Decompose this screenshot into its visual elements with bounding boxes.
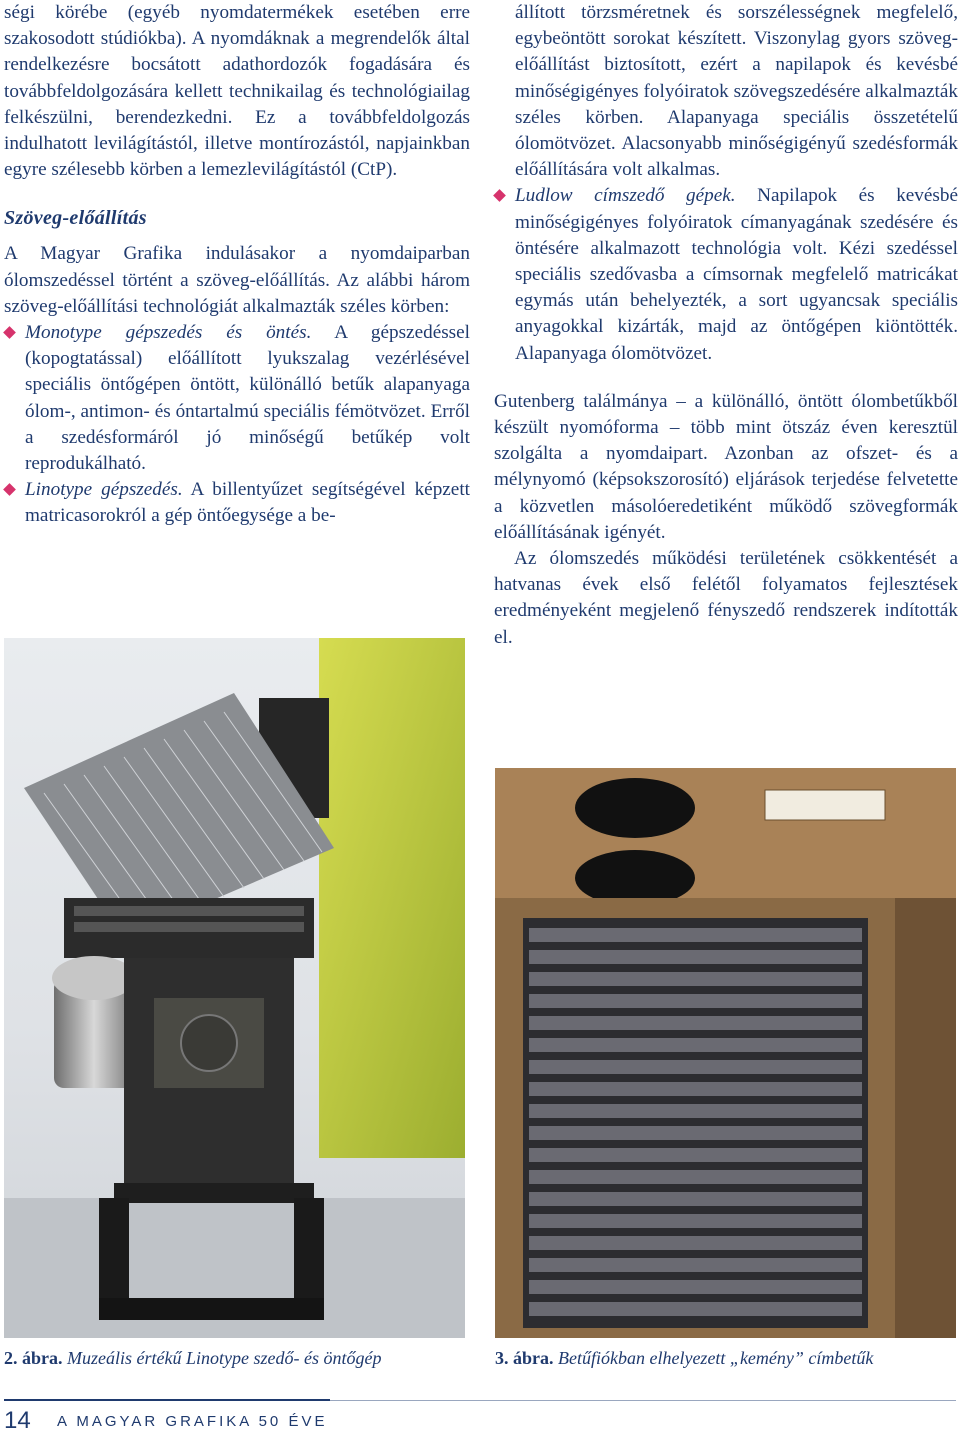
linotype-machine-photo: [4, 638, 465, 1338]
drawer-handle: [575, 850, 695, 906]
technology-list: [4, 320, 470, 530]
right-column: [494, 0, 958, 651]
machine-base: [114, 1183, 314, 1203]
poster-shade: [319, 638, 465, 1158]
body-paragraph: Gutenberg találmánya – a különálló, öntött ólombetűkből készült nyomóforma – több mint ötszáz éven keresztül szolgálta a nyomdaipart. Azonban az ofszet- és a mélynyomó (képsokszorosító) eljárások terjedése felvetette a közvetlen másolóeredetiként működő szövegformák előállításának igényét.: [494, 390, 958, 543]
bullet-term: Linotype gépszedés.: [25, 479, 183, 501]
bullet-text: A billentyűzet segítségével képzett matricasorokról a gép öntőegysége a be-: [25, 479, 470, 527]
drawer-label-plate: [765, 790, 885, 820]
bullet-term: Monotype gépszedés és öntés.: [25, 322, 312, 344]
figure-number: 2. ábra.: [4, 1348, 63, 1368]
footer-rule-thin: [330, 1400, 956, 1401]
figure-number: 3. ábra.: [495, 1348, 554, 1368]
list-item: [4, 477, 470, 529]
cabinet-side: [895, 898, 956, 1338]
running-head: A MAGYAR GRAFIKA 50 ÉVE: [57, 1413, 328, 1430]
type-drawer-photo: [495, 768, 956, 1338]
key-row: [74, 922, 304, 932]
section-heading: Szöveg-előállítás: [4, 207, 147, 230]
list-item-continuation: [494, 0, 958, 183]
diamond-bullet-icon: [3, 483, 16, 496]
bullet-text: Napilapok és kevésbé minőségigényes folyóiratok címanyagának szedésére és öntésére alkalmazott technológia volt. Kézi szedéssel speciális szedővasba a címsornak megfelelő matricákat egymás után behelyezték, a sort ugyancsak speciális anyagokkal kizárták, majd az öntőgépen kiöntötték. Alapanyaga ólomötvözet.: [515, 185, 958, 364]
intro-paragraph: ségi körébe (egyéb nyomdatermékek esetében erre szakosodott stúdiókba). A nyomdáknak a megrendelők által rendelkezésre bocsátott adathordozók fogadására és továbbfeldolgozására kellett technikailag és technológiailag felkészülni, berendezkedni. Ez a továbbfeldolgozás indulhatott levilágítástól, illetve montírozástól, napjainkban egyre szélesebb körben a lemezlevilágítástól (CtP).: [4, 2, 470, 181]
drawer-handle: [575, 778, 695, 838]
bullet-text: állított törzsméretnek és sorszélességnek megfelelő, egybeöntött sorokat készített. Viszonylag gyors szöveg-előállítást biztosított, ezért a napilapok és kevésbé minőségigényes folyóiratok szövegszedésére alkalmazták széles körben. Alapanyaga speciális összetételű ólomötvözet. Alacsonyabb minőségigényű szedésformák előállítására volt alkalmas.: [515, 2, 958, 181]
spacer: [494, 367, 958, 389]
figure-caption: [495, 1347, 873, 1369]
section-paragraph: A Magyar Grafika indulásakor a nyomdaiparban ólomszedéssel történt a szöveg-előállítás. Az alábbi három szöveg-előállítási technológiát alkalmazták széles körben:: [4, 243, 470, 317]
diamond-bullet-icon: [493, 190, 506, 203]
upper-drawer-front: [495, 768, 956, 898]
bullet-term: Ludlow címszedő gépek.: [515, 185, 736, 207]
key-row: [74, 906, 304, 916]
type-drawer-illustration: [495, 768, 956, 1338]
list-item: [4, 320, 470, 477]
list-item: [494, 183, 958, 366]
body-paragraph: Az ólomszedés működési területének csökkentését a hatvanas évek első felétől folyamatos fejlesztések eredményeként megjelenő fényszedő rendszerek indították el.: [494, 548, 958, 648]
cam-wheel: [181, 1015, 237, 1071]
footer-rule: [4, 1399, 330, 1401]
left-column: [4, 0, 470, 530]
technology-list-continued: [494, 0, 958, 367]
spacer: [4, 231, 470, 241]
diamond-bullet-icon: [3, 326, 16, 339]
bullet-text: A gépszedéssel (kopogtatással) előállított lyukszalag vezérlésével speciális öntőgépen öntött, különálló betűk alapanyaga ólom-, antimon- és óntartalmú speciális fémötvözet. Erről a szedésformáról jó minőségű betűkép volt reprodukálható.: [25, 322, 470, 475]
caption-text: Betűfiókban elhelyezett „kemény” címbetűk: [553, 1348, 874, 1368]
spacer: [4, 183, 470, 205]
linotype-machine-illustration: [4, 638, 465, 1338]
pot-lid: [52, 956, 136, 1000]
machine-foot: [99, 1298, 324, 1320]
page-number: 14: [4, 1407, 31, 1434]
caption-text: Muzeális értékű Linotype szedő- és öntőgép: [62, 1348, 382, 1368]
figure-caption: [4, 1347, 381, 1369]
